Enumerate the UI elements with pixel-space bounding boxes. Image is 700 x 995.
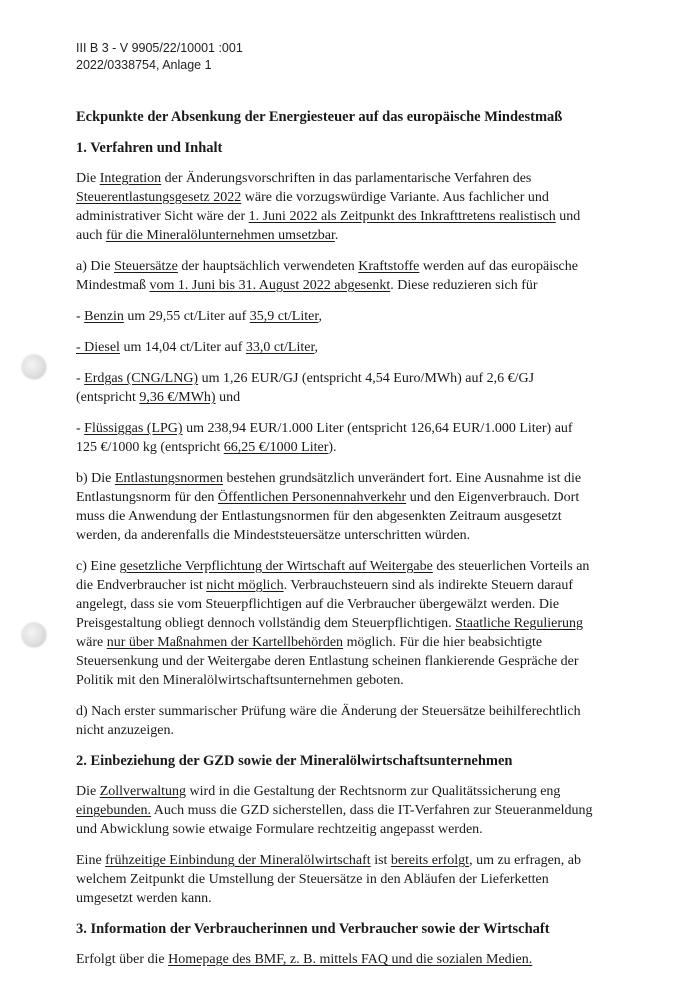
underlined-run: 66,25 €/1000 Liter — [223, 440, 329, 455]
underlined-run: Benzin — [84, 309, 124, 324]
text-run: - — [76, 371, 85, 386]
underlined-run: vom 1. Juni bis 31. August 2022 abgesenkt — [149, 278, 391, 293]
text-run: ist — [370, 853, 391, 868]
text-run: des steuerlichen Vorteils an die Endverbraucher ist — [76, 559, 590, 593]
underlined-run: gesetzliche Verpflichtung der Wirtschaft auf Weitergabe — [119, 559, 433, 574]
text-run: wäre — [76, 635, 107, 650]
text-run: . — [334, 228, 339, 243]
section-2-paragraph-1 — [76, 782, 596, 839]
text-run: Eine — [76, 853, 106, 868]
section-2-paragraph-2 — [76, 851, 596, 908]
reference-number: III B 3 - V 9905/22/10001 :001 — [76, 41, 243, 55]
text-run: der Änderungsvorschriften in das parlamentarische Verfahren des — [161, 171, 532, 186]
underlined-run: Staatliche Regulierung — [455, 616, 584, 631]
underlined-run: nicht möglich — [206, 578, 284, 593]
underlined-run: Zollverwaltung — [99, 784, 187, 799]
section-3-heading: 3. Information der Verbraucherinnen und Verbraucher sowie der Wirtschaft — [76, 921, 550, 937]
underlined-run: Steuerentlastungsgesetz 2022 — [76, 190, 242, 205]
text-run: bestehen grundsätzlich unverändert fort. Eine Ausnahme ist die Entlastungsnorm für den — [76, 471, 582, 505]
text-run: und auch — [76, 209, 581, 243]
paragraph-d: d) Nach erster summarischer Prüfung wäre die Änderung der Steuersätze beihilferechtlich nicht anzuzeigen. — [76, 704, 581, 738]
text-run: werden auf das europäische Mindestmaß — [76, 259, 578, 293]
underlined-run: eingebunden. — [76, 803, 152, 818]
paragraph-c — [76, 557, 596, 690]
underlined-run: frühzeitige Einbindung der Mineralölwirtschaft — [105, 853, 371, 868]
underlined-run: Integration — [99, 171, 162, 186]
underlined-run: Erdgas (CNG/LNG) — [84, 371, 199, 386]
reference-block — [76, 40, 243, 74]
underlined-run: 9,36 €/MWh) — [139, 390, 216, 405]
text-run: - — [76, 309, 85, 324]
underlined-run: - Diesel — [76, 340, 120, 355]
text-run: Die — [76, 171, 100, 186]
list-item-erdgas — [76, 369, 596, 407]
text-run: und — [215, 390, 241, 405]
paragraph-b — [76, 469, 596, 545]
text-run: und den Eigenverbrauch. Dort muss die Anwendung der Entlastungsnormen für den abgesenkten Zeitraum ausgesetzt werden, da anderenfalls die Mindeststeuersätze unterschritten würden. — [76, 490, 580, 543]
text-run: ). — [328, 440, 337, 455]
reference-attachment: 2022/0338754, Anlage 1 — [76, 58, 212, 72]
underlined-run: Steuersätze — [114, 259, 178, 274]
text-run: um 14,04 ct/Liter auf — [119, 340, 246, 355]
section-1-heading: 1. Verfahren und Inhalt — [76, 140, 223, 156]
text-run: möglich. Für die hier beabsichtigte Steuersenkung und der Weitergabe deren Entlastung scheinen flankierende Gespräche der Politik mit den Mineralölwirtschaftsunternehmen geboten. — [76, 635, 579, 688]
paragraph-a — [76, 257, 596, 295]
text-run: um 29,55 ct/Liter auf — [123, 309, 250, 324]
underlined-run: 35,9 ct/Liter — [249, 309, 319, 324]
text-run: , um zu erfragen, ab welchem Zeitpunkt die Umstellung der Steuersätze in den Abläufen der Lieferketten umgesetzt werden kann. — [76, 853, 582, 906]
text-run: Die — [76, 784, 100, 799]
text-run: - — [76, 421, 85, 436]
section-1-intro — [76, 169, 596, 245]
text-run: wäre die vorzugswürdige Variante. Aus fachlicher und administrativer Sicht wäre der — [76, 190, 549, 224]
text-run: . Verbrauchsteuern sind als indirekte Steuern darauf angelegt, dass sie vom Steuerpflichtigen auf die Verbraucher übergewälzt werden. Die Preisgestaltung obliegt dennoch vollständig dem Steuerpflichtigen. — [76, 578, 573, 631]
text-run: wird in die Gestaltung der Rechtsnorm zur Qualitätssicherung eng — [186, 784, 561, 799]
underlined-run: für die Mineralölunternehmen umsetzbar — [105, 228, 335, 243]
underlined-run: Flüssiggas (LPG) — [84, 421, 183, 436]
section-3-paragraph-1 — [76, 950, 596, 969]
text-run: Erfolgt über die — [76, 952, 169, 967]
text-run: um 238,94 EUR/1.000 Liter (entspricht 126,64 EUR/1.000 Liter) auf 125 €/1000 kg (entspricht — [76, 421, 573, 455]
list-item-fluessiggas — [76, 419, 596, 457]
underlined-run: 1. Juni 2022 als Zeitpunkt des Inkrafttretens realistisch — [248, 209, 556, 224]
underlined-run: Homepage des BMF, z. B. mittels FAQ und die sozialen Medien. — [168, 952, 533, 967]
text-run: Auch muss die GZD sicherstellen, dass die IT-Verfahren zur Steueranmeldung und Abwicklung sowie etwaige Formulare rechtzeitig angepasst werden. — [76, 803, 593, 837]
underlined-run: nur über Maßnahmen der Kartellbehörden — [106, 635, 344, 650]
text-run: c) Eine — [76, 559, 120, 574]
document-title: Eckpunkte der Absenkung der Energiesteuer auf das europäische Mindestmaß — [76, 109, 563, 125]
underlined-run: 33,0 ct/Liter — [245, 340, 315, 355]
document-body — [76, 108, 596, 981]
text-run: b) Die — [76, 471, 115, 486]
text-run: um 1,26 EUR/GJ (entspricht 4,54 Euro/MWh) auf 2,6 €/GJ (entspricht — [76, 371, 535, 405]
list-item-benzin — [76, 307, 596, 326]
text-run: der hauptsächlich verwendeten — [177, 259, 359, 274]
text-run: . Diese reduzieren sich für — [390, 278, 538, 293]
punch-hole-top — [22, 355, 46, 379]
section-2-heading: 2. Einbeziehung der GZD sowie der Mineralölwirtschaftsunternehmen — [76, 753, 513, 769]
underlined-run: Öffentlichen Personennahverkehr — [217, 490, 407, 505]
text-run: a) Die — [76, 259, 115, 274]
text-run: , — [318, 309, 322, 324]
underlined-run: Entlastungsnormen — [114, 471, 223, 486]
underlined-run: bereits erfolgt — [390, 853, 470, 868]
list-item-diesel — [76, 338, 596, 357]
punch-hole-bottom — [22, 623, 46, 647]
text-run: , — [314, 340, 319, 355]
underlined-run: Kraftstoffe — [358, 259, 420, 274]
